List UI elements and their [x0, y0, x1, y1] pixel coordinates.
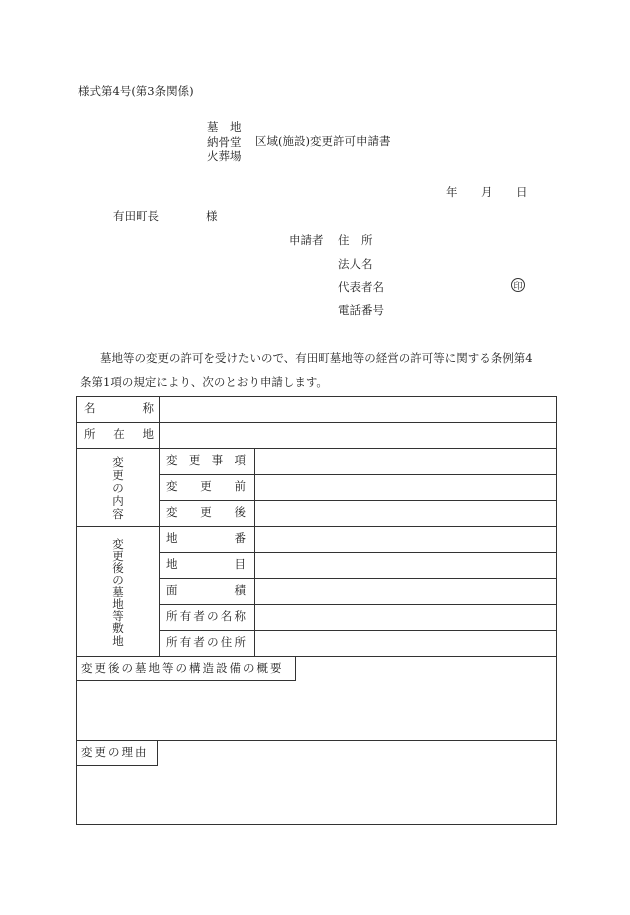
body-line-1: 墓地等の変更の許可を受けたいので、有田町墓地等の経営の許可等に関する条例第4	[100, 351, 533, 365]
form-number: 様式第4号(第3条関係)	[78, 84, 194, 98]
label-site-after-change: 変 更 後 の 墓 地 等 敷 地	[112, 537, 124, 648]
land-category-value-cell[interactable]	[255, 553, 556, 578]
application-table	[76, 396, 557, 825]
lot-number-value-cell[interactable]	[255, 527, 556, 552]
reason-area[interactable]	[77, 766, 556, 824]
label-location: 所 在 地	[84, 427, 154, 441]
name-value-cell[interactable]	[160, 397, 556, 422]
label-change-item: 変 更 事 項	[166, 453, 246, 467]
label-owner-address: 所 有 者 の 住 所	[166, 635, 246, 649]
structure-summary-area[interactable]	[77, 681, 556, 740]
label-land-category: 地 目	[166, 557, 246, 571]
label-after-change: 変 更 後	[166, 505, 246, 519]
facility-kinds	[207, 122, 242, 163]
applicant-label: 申請者	[289, 233, 324, 247]
change-item-value-cell[interactable]	[255, 449, 556, 474]
label-name: 名 称	[84, 401, 154, 415]
owner-name-value-cell[interactable]	[255, 605, 556, 630]
label-before-change: 変 更 前	[166, 479, 246, 493]
label-change-contents: 変 更 の 内 容	[112, 455, 124, 521]
label-owner-name: 所 有 者 の 名 称	[166, 609, 246, 623]
label-area: 面 積	[166, 583, 246, 597]
addressee-name: 有田町長	[113, 209, 159, 223]
label-lot-number: 地 番	[166, 531, 246, 545]
owner-address-value-cell[interactable]	[255, 631, 556, 656]
date-month: 月	[481, 185, 493, 199]
body-line-2: 条第1項の規定により、次のとおり申請します。	[80, 375, 328, 389]
area-value-cell[interactable]	[255, 579, 556, 604]
kind-crematorium: 火葬場	[207, 149, 242, 163]
applicant-phone-label: 電話番号	[338, 303, 384, 317]
kind-ossuary: 納骨堂	[207, 134, 242, 149]
date-day: 日	[516, 185, 528, 199]
applicant-representative-label: 代表者名	[338, 280, 384, 294]
applicant-corporation-label: 法人名	[338, 257, 373, 271]
applicant-address-label: 住 所	[338, 233, 373, 247]
before-change-value-cell[interactable]	[255, 475, 556, 500]
date-year: 年	[446, 185, 458, 199]
label-structure-summary: 変更後の墓地等の構造設備の概要	[81, 661, 284, 675]
location-value-cell[interactable]	[160, 423, 556, 448]
label-reason: 変更の理由	[81, 745, 149, 759]
after-change-value-cell[interactable]	[255, 501, 556, 526]
document-title: 区域(施設)変更許可申請書	[255, 134, 391, 148]
seal-mark: 印	[511, 278, 525, 292]
kind-cemetery: 墓 地	[207, 120, 242, 134]
addressee-honorific: 様	[206, 209, 218, 223]
